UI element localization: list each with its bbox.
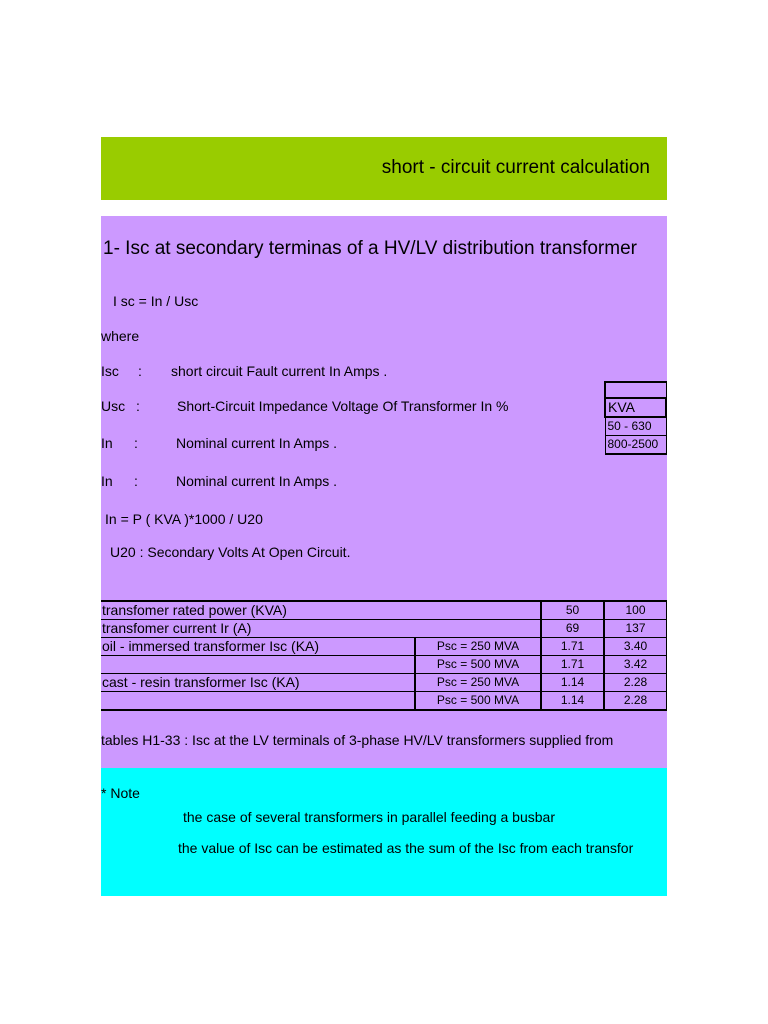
kva-range-cell: 800-2500	[605, 436, 666, 455]
def-sep: :	[136, 398, 140, 414]
table-row	[101, 674, 667, 692]
value-cell: 2.28	[604, 692, 667, 711]
def-text-usc: Short-Circuit Impedance Voltage Of Transformer In %	[177, 398, 509, 414]
value-cell: 1.71	[541, 638, 604, 656]
row-label	[101, 656, 415, 674]
title-banner	[101, 137, 667, 200]
def-sep: :	[134, 473, 138, 489]
kva-table	[604, 381, 667, 455]
value-cell: 50	[541, 601, 604, 620]
def-symbol-usc: Usc	[101, 398, 126, 414]
u20-definition: U20 : Secondary Volts At Open Circuit.	[110, 544, 351, 560]
psc-cell: Psc = 500 MVA	[415, 692, 541, 711]
kva-table-blank-cell	[605, 382, 666, 398]
def-symbol-in-2: In	[101, 473, 113, 489]
def-text-in-2: Nominal current In Amps .	[176, 473, 338, 489]
note-line-1: the case of several transformers in parallel feeding a busbar	[183, 809, 555, 825]
row-label	[101, 692, 415, 711]
row-label: transfomer current Ir (A)	[101, 620, 541, 638]
section-heading: 1- Isc at secondary terminas of a HV/LV distribution transformer	[103, 238, 637, 259]
note-line-2: the value of Isc can be estimated as the sum of the Isc from each transfor	[178, 840, 634, 856]
main-section	[101, 216, 667, 768]
table-row	[101, 638, 667, 656]
table-caption: tables H1-33 : Isc at the LV terminals of 3-phase HV/LV transformers supplied from	[101, 732, 614, 748]
table-row	[101, 692, 667, 711]
value-cell: 1.14	[541, 674, 604, 692]
def-sep: :	[138, 363, 142, 379]
row-label: cast - resin transformer Isc (KA)	[101, 674, 415, 692]
page-title: short - circuit current calculation	[381, 157, 650, 178]
note-title: * Note	[101, 785, 140, 801]
kva-range-cell: 50 - 630	[605, 417, 666, 436]
def-sep: :	[134, 435, 138, 451]
def-text-in: Nominal current In Amps .	[176, 435, 338, 451]
where-label: where	[101, 328, 140, 344]
isc-table	[101, 600, 667, 711]
psc-cell: Psc = 250 MVA	[415, 638, 541, 656]
value-cell: 1.14	[541, 692, 604, 711]
psc-cell: Psc = 500 MVA	[415, 656, 541, 674]
row-label: transfomer rated power (KVA)	[101, 601, 541, 620]
def-symbol-isc: Isc	[101, 363, 119, 379]
value-cell: 2.28	[604, 674, 667, 692]
value-cell: 69	[541, 620, 604, 638]
def-symbol-in: In	[101, 435, 113, 451]
value-cell: 100	[604, 601, 667, 620]
value-cell: 1.71	[541, 656, 604, 674]
in-formula: In = P ( KVA )*1000 / U20	[105, 511, 263, 527]
table-row	[101, 620, 667, 638]
value-cell: 3.42	[604, 656, 667, 674]
value-cell: 137	[604, 620, 667, 638]
def-text-isc: short circuit Fault current In Amps .	[171, 363, 388, 379]
psc-cell: Psc = 250 MVA	[415, 674, 541, 692]
isc-formula: I sc = In / Usc	[113, 293, 199, 309]
row-label: oil - immersed transformer Isc (KA)	[101, 638, 415, 656]
table-row	[101, 601, 667, 620]
table-row	[101, 656, 667, 674]
value-cell: 3.40	[604, 638, 667, 656]
note-section	[101, 768, 667, 896]
kva-header: KVA	[605, 398, 666, 417]
